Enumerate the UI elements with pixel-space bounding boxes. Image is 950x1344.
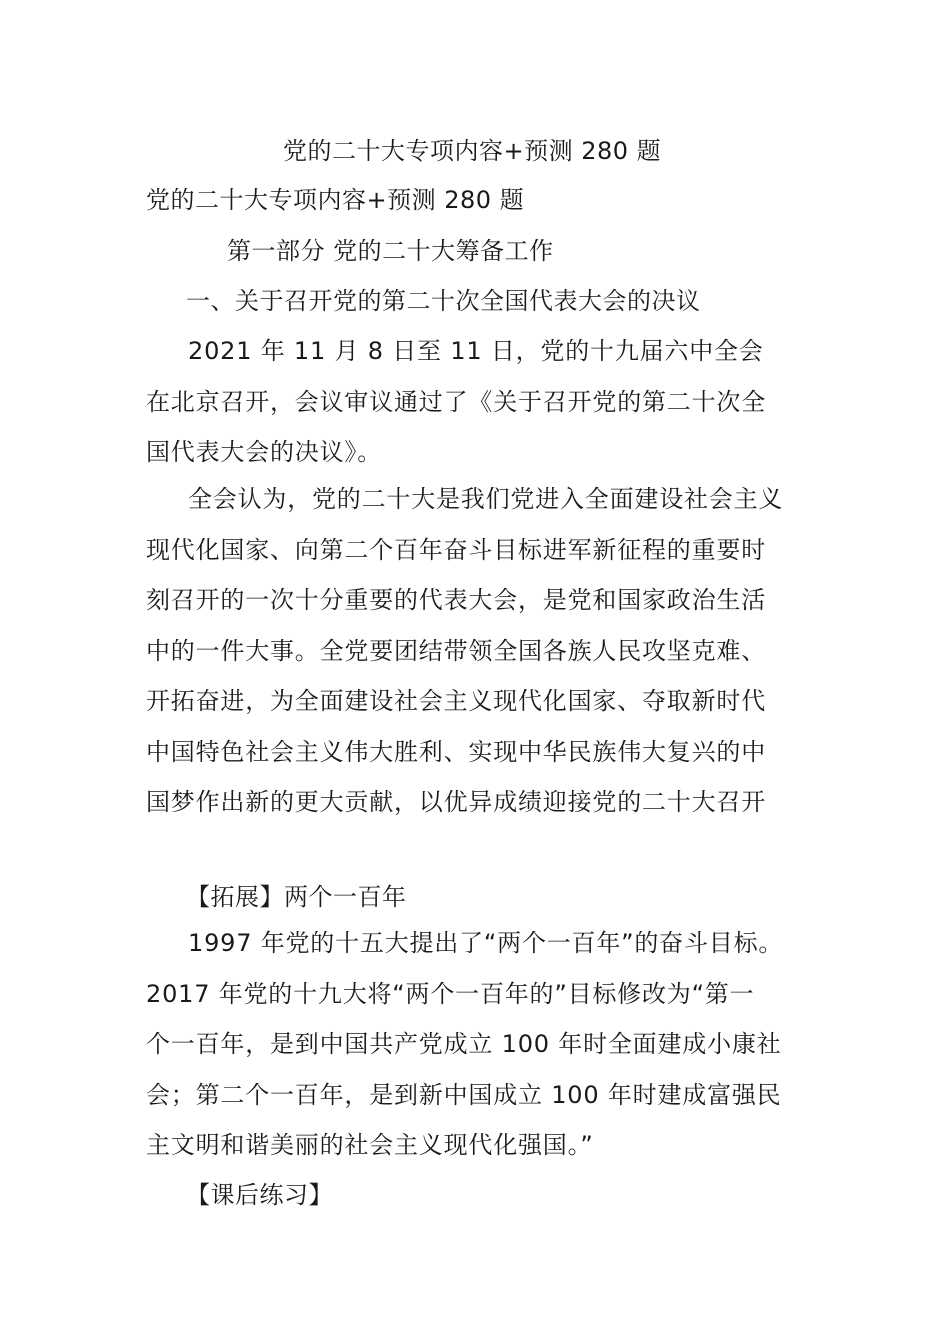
paragraph-line: 国代表大会的决议》。 <box>146 438 382 466</box>
paragraph-line: 现代化国家、向第二个百年奋斗目标进军新征程的重要时 <box>146 535 766 564</box>
paragraph-line: 主文明和谐美丽的社会主义现代化强国。” <box>146 1131 594 1159</box>
paragraph-resolution <box>146 326 826 478</box>
paragraph-line: 中的一件大事。全党要团结带领全国各族人民攻坚克难、 <box>146 636 766 665</box>
paragraph-two-centenary <box>146 918 836 1171</box>
paragraph-plenary <box>146 474 826 828</box>
paragraph-line: 2021 年 11 月 8 日至 11 日，党的十九届六中全会 <box>188 337 764 365</box>
paragraph-line: 个一百年，是到中国共产党成立 100 年时全面建成小康社 <box>146 1030 782 1058</box>
section-heading: 一、关于召开党的第二十次全国代表大会的决议 <box>186 287 701 315</box>
paragraph-line: 会；第二个一百年，是到新中国成立 100 年时建成富强民 <box>146 1080 782 1109</box>
paragraph-line: 开拓奋进，为全面建设社会主义现代化国家、夺取新时代 <box>146 687 766 715</box>
paragraph-line: 国梦作出新的更大贡献，以优异成绩迎接党的二十大召开 <box>146 788 766 816</box>
exercise-heading: 【课后练习】 <box>186 1181 333 1209</box>
extension-heading: 【拓展】两个一百年 <box>186 883 407 911</box>
header-title: 党的二十大专项内容+预测 280 题 <box>283 137 662 165</box>
document-title: 党的二十大专项内容+预测 280 题 <box>146 186 525 214</box>
paragraph-line: 中国特色社会主义伟大胜利、实现中华民族伟大复兴的中 <box>146 737 766 766</box>
part-heading: 第一部分 党的二十大筹备工作 <box>227 237 554 265</box>
paragraph-line: 1997 年党的十五大提出了“两个一百年”的奋斗目标。 <box>188 929 784 957</box>
paragraph-line: 在北京召开，会议审议通过了《关于召开党的第二十次全 <box>146 387 766 416</box>
paragraph-line: 刻召开的一次十分重要的代表大会，是党和国家政治生活 <box>146 586 766 614</box>
paragraph-line: 全会认为，党的二十大是我们党进入全面建设社会主义 <box>188 485 784 513</box>
paragraph-line: 2017 年党的十九大将“两个一百年的”目标修改为“第一 <box>146 979 755 1008</box>
